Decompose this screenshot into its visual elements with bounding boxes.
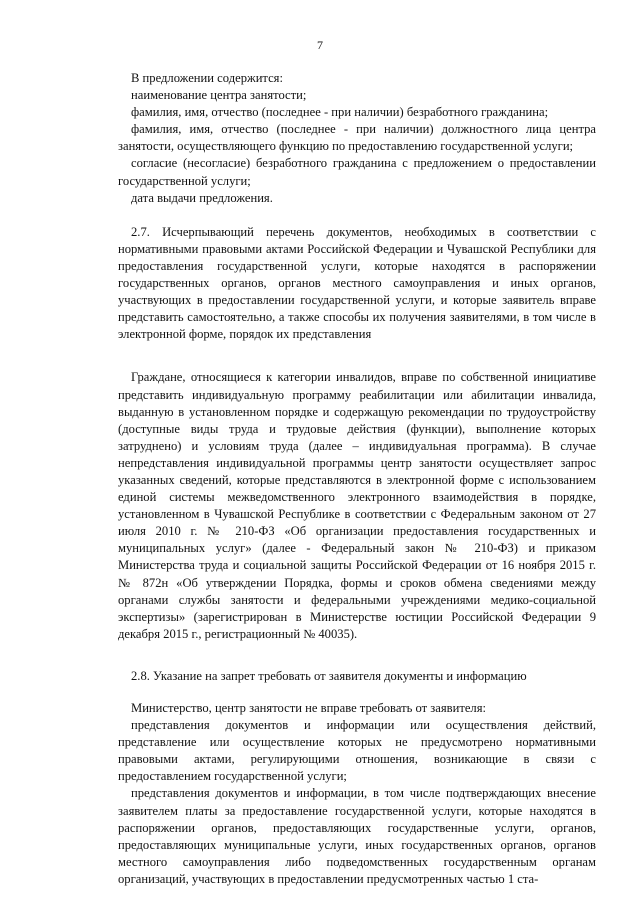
paragraph-prohibition-item-1: представления документов и информации или осуществления действий, представление или осуществление которых не предусмотрено нормативными правовыми актами, регулирующими отношения, возникающие в связи с предоставлением государственной услуги; [118,718,596,784]
paragraph-ministry-prohibition: Министерство, центр занятости не вправе требовать от заявителя: [131,701,486,715]
document-body [118,70,596,888]
section-2-7-heading: 2.7. Исчерпывающий перечень документов, необходимых в соответствии с нормативными правовыми актами Российской Федерации и Чувашской Республики для предоставления государственной услуги, которые находятся в распоряжении государственных органов, органов местного самоуправления и иных органов, участвующих в предоставлении государственной услуги, и которые заявитель вправе представить самостоятельно, а также способы их получения заявителями, в том числе в электронной форме, порядок их представления [118,224,596,342]
paragraph-disabled-citizens: Граждане, относящиеся к категории инвалидов, вправе по собственной инициативе представить индивидуальную программу реабилитации или абилитации инвалида, выданную в установленном порядке и содержащую рекомендации по трудоустройству (доступные виды труда и трудовые действия (функции), выполнение которых затруднено) и условиям труда (далее – индивидуальная программа). В случае непредставления индивидуальной программы центр занятости осуществляет запрос указанных сведений, которые представляются в электронной форме с использованием единой системы межведомственного электронного взаимодействия в порядке, установленном в Чувашской Республике в соответствии с Федеральным законом от 27 июля 2010 г. № 210-ФЗ «Об организации предоставления государственных и муниципальных услуг» (далее - Федеральный закон № 210-ФЗ) и приказом Министерства труда и социальной защиты Российской Федерации от 16 ноября 2015 г. № 872н «Об утверждении Порядка, формы и сроков обмена сведениями между органами службы занятости и федеральными учреждениями медико-социальной экспертизы» (зарегистрирован в Министерстве юстиции Российской Федерации 9 декабря 2015 г., регистрационный № 40035). [118,370,596,641]
page-number: 7 [317,38,323,52]
paragraph-unemployed-name: фамилия, имя, отчество (последнее - при наличии) безработного гражданина; [131,105,549,120]
paragraph-issue-date: дата выдачи предложения. [131,190,273,205]
paragraph-prohibition-item-2: представления документов и информации, в том числе подтверждающих внесение заявителем платы за предоставление государственной услуги, которые находятся в распоряжении органов, предоставляющих государственные услуги, органов, предоставляющих муниципальные услуги, иных государственных органов, органов местного самоуправления либо подведомственных государственным органам организаций, участвующих в предоставлении предусмотренных частью 1 ста- [118,786,596,886]
section-2-8-heading: 2.8. Указание на запрет требовать от заявителя документы и информацию [131,668,527,683]
paragraph-official-name: фамилия, имя, отчество (последнее - при наличии) должностного лица центра занятости, осуществляющего функцию по предоставлению государственной услуги; [118,122,596,154]
paragraph-consent: согласие (несогласие) безработного гражданина с предложением о предоставлении государственной услуги; [118,156,596,188]
paragraph-proposal-contents: В предложении содержится: [131,71,283,85]
paragraph-employment-center-name: наименование центра занятости; [131,88,307,103]
